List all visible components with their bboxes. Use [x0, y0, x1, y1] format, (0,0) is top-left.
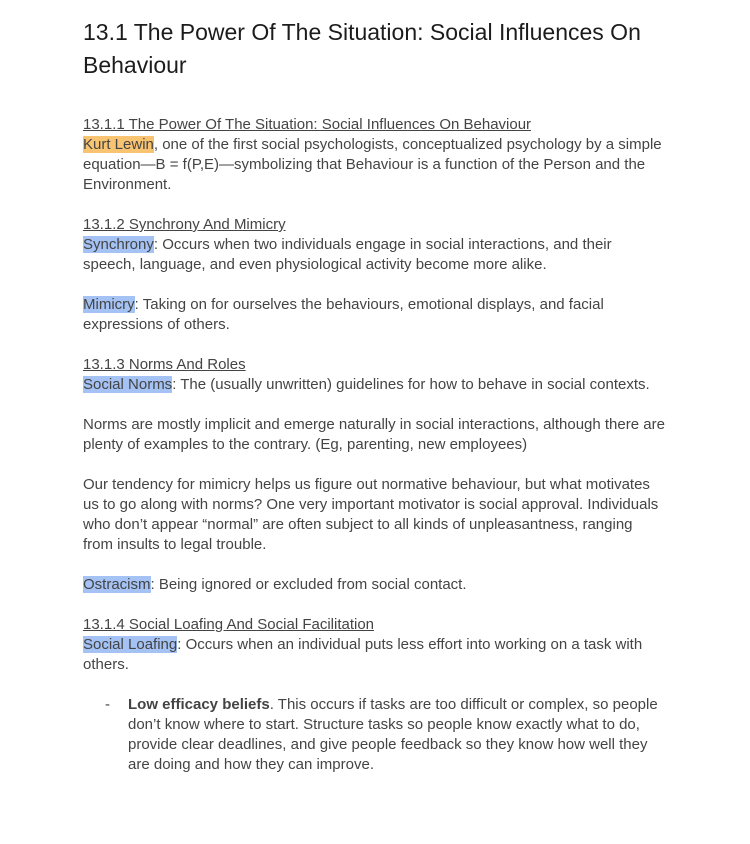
text-run: 13.1.1 The Power Of The Situation: Social Influences On Behaviour — [83, 116, 532, 133]
paragraph — [83, 575, 665, 595]
text-run: 13.1.2 Synchrony And Mimicry — [83, 216, 286, 233]
highlighted-term: Social Norms — [83, 376, 173, 393]
document-title: 13.1 The Power Of The Situation: Social Influences On Behaviour — [83, 19, 641, 78]
text-run: 13.1.4 Social Loafing And Social Facilitation — [83, 616, 375, 633]
bullet-item — [83, 695, 665, 775]
document-content — [83, 115, 665, 775]
paragraph — [83, 235, 665, 275]
text-run: : The (usually unwritten) guidelines for how to behave in social contexts. — [172, 376, 650, 393]
highlighted-term: Social Loafing — [83, 636, 178, 653]
text-run: , one of the first social psychologists, conceptualized psychology by a simple equation—B = f(P,E)—symbolizing that Behaviour is a function of the Person and the Environment. — [83, 136, 662, 193]
highlighted-term: Ostracism — [83, 576, 151, 593]
paragraph — [83, 475, 665, 555]
paragraph — [83, 415, 665, 455]
paragraph — [83, 375, 665, 395]
text-run: : Being ignored or excluded from social contact. — [150, 576, 467, 593]
bullet-text — [128, 695, 665, 775]
paragraph — [83, 135, 665, 195]
section-heading — [83, 355, 665, 375]
text-run: Norms are mostly implicit and emerge naturally in social interactions, although there are plenty of examples to the contrary. (Eg, parenting, new employees) — [83, 416, 665, 453]
paragraph — [83, 295, 665, 335]
highlighted-term: Kurt Lewin — [83, 136, 154, 153]
text-run: Our tendency for mimicry helps us figure out normative behaviour, but what motivates us to go along with norms? One very important motivator is social approval. Individuals who don’t appear “normal” are often subject to all kinds of unpleasantness, ranging from insults to legal trouble. — [83, 476, 659, 553]
paragraph — [83, 635, 665, 675]
text-run: : Taking on for ourselves the behaviours, emotional displays, and facial expressions of others. — [83, 296, 604, 333]
section-heading — [83, 115, 665, 135]
section-heading — [83, 215, 665, 235]
text-run: : Occurs when an individual puts less effort into working on a task with others. — [83, 636, 643, 673]
text-run: . This occurs if tasks are too difficult or complex, so people don’t know where to start. Structure tasks so people know exactly what to do, provide clear deadlines, and give people feedback so they know how well they are doing and how they can improve. — [128, 696, 658, 773]
highlighted-term: Mimicry — [83, 296, 135, 313]
highlighted-term: Synchrony — [83, 236, 154, 253]
text-run: 13.1.3 Norms And Roles — [83, 356, 246, 373]
text-run: : Occurs when two individuals engage in social interactions, and their speech, language, and even physiological activity become more alike. — [83, 236, 612, 273]
text-run: Low efficacy beliefs — [128, 696, 270, 713]
section-heading — [83, 615, 665, 635]
bullet-marker: - — [105, 696, 110, 713]
